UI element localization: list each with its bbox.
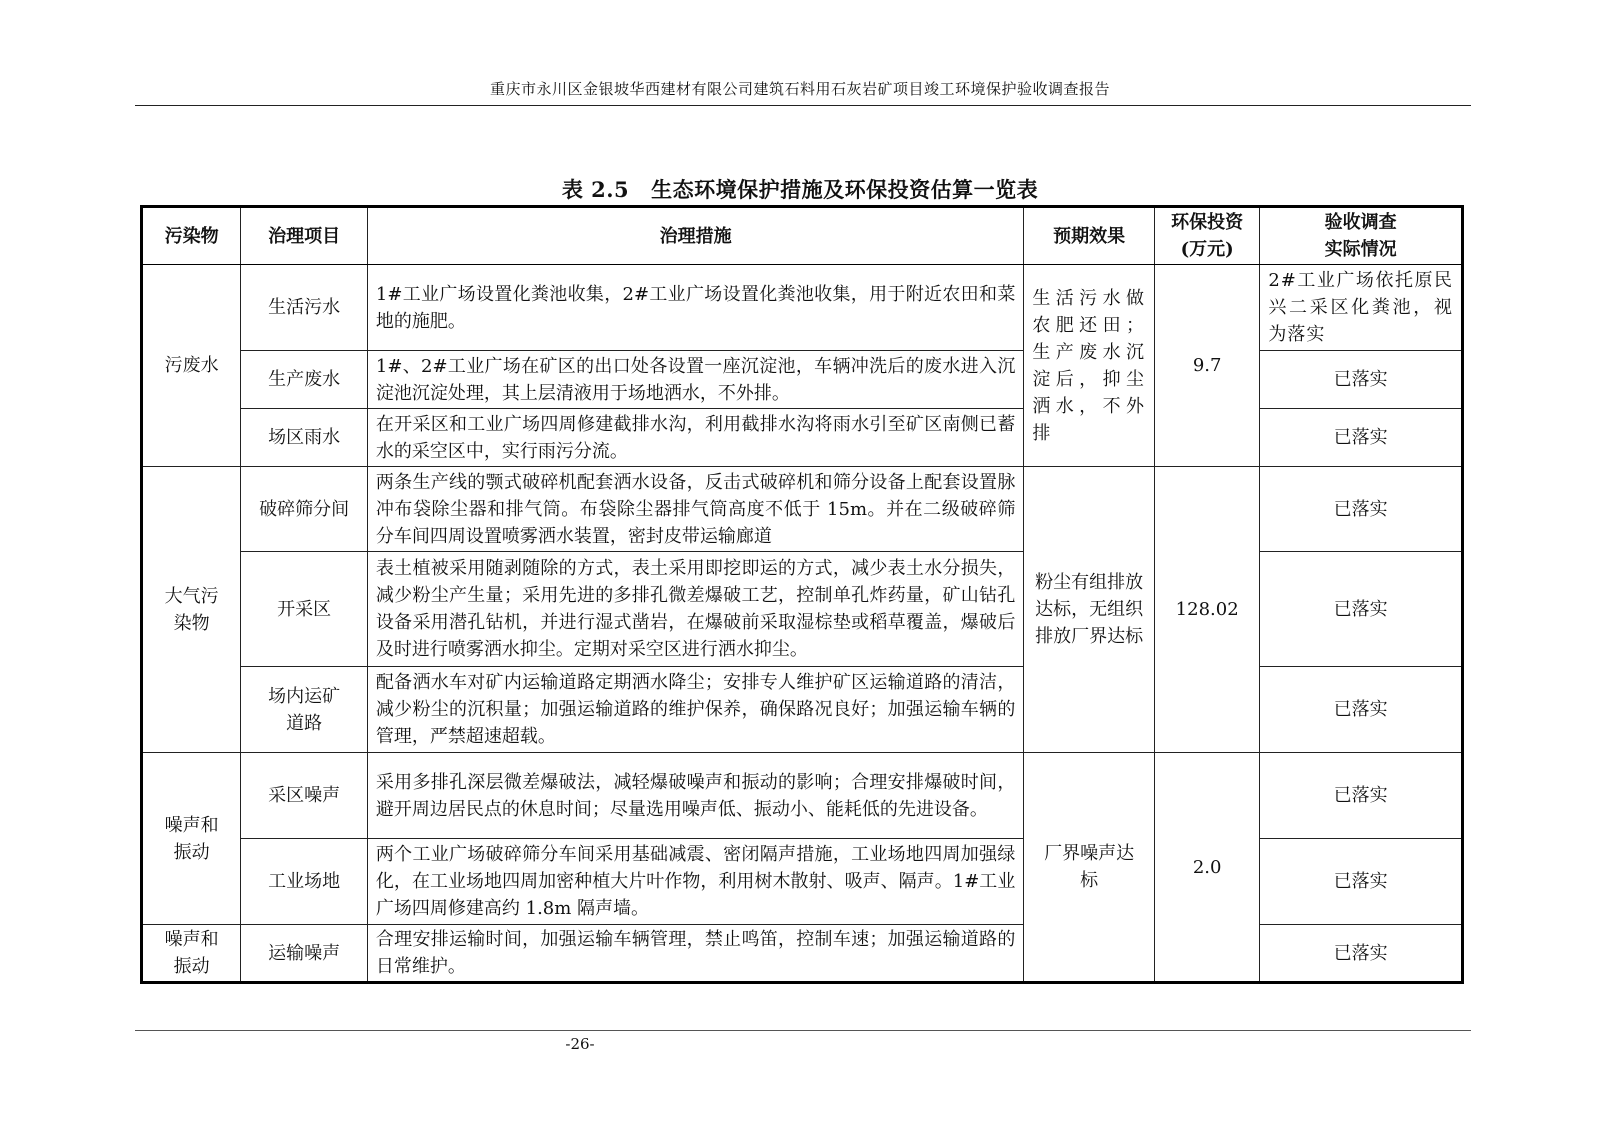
table-header-row bbox=[142, 207, 1463, 265]
status-cell: 已落实 bbox=[1260, 409, 1463, 467]
item-cell: 生产废水 bbox=[241, 351, 368, 409]
status-cell: 已落实 bbox=[1260, 351, 1463, 409]
measure-cell: 表土植被采用随剥随除的方式，表土采用即挖即运的方式，减少表土水分损失，减少粉尘产生量；采用先进的多排孔微差爆破工艺，控制单孔炸药量，矿山钻孔设备采用潜孔钻机，并进行湿式凿岩，在爆破前采取湿棕垫或稻草覆盖，爆破后及时进行喷雾洒水抑尘。定期对采空区进行洒水抑尘。 bbox=[367, 552, 1023, 667]
item-cell: 运输噪声 bbox=[241, 925, 368, 983]
table-caption bbox=[0, 174, 1600, 204]
pollutant-cell: 大气污染物 bbox=[142, 467, 241, 753]
table-row bbox=[142, 265, 1463, 351]
item-cell: 开采区 bbox=[241, 552, 368, 667]
header-investment bbox=[1155, 207, 1260, 265]
item-cell: 场区雨水 bbox=[241, 409, 368, 467]
header-status-line1: 验收调查 bbox=[1324, 212, 1397, 233]
item-cell: 生活污水 bbox=[241, 265, 368, 351]
pollutant-cell: 噪声和振动 bbox=[142, 753, 241, 925]
report-header-title: 重庆市永川区金银坡华西建材有限公司建筑石料用石灰岩矿项目竣工环境保护验收调查报告 bbox=[489, 80, 1110, 98]
table-title: 生态环境保护措施及环保投资估算一览表 bbox=[651, 177, 1039, 202]
item-cell: 场内运矿道路 bbox=[241, 667, 368, 753]
measure-cell: 两条生产线的颚式破碎机配套洒水设备，反击式破碎机和筛分设备上配套设置脉冲布袋除尘器和排气筒。布袋除尘器排气筒高度不低于 15m。并在二级破碎筛分车间四周设置喷雾洒水装置，密封皮带运输廊道 bbox=[367, 467, 1023, 552]
header-status-line2: 实际情况 bbox=[1324, 239, 1397, 260]
status-cell: 已落实 bbox=[1260, 839, 1463, 925]
status-cell: 2#工业广场依托原民兴二采区化粪池，视为落实 bbox=[1260, 265, 1463, 351]
header-status bbox=[1260, 207, 1463, 265]
header-rule bbox=[135, 105, 1471, 106]
item-cell: 工业场地 bbox=[241, 839, 368, 925]
footer-rule bbox=[135, 1030, 1471, 1031]
pollutant-cell: 噪声和振动 bbox=[142, 925, 241, 983]
item-cell: 采区噪声 bbox=[241, 753, 368, 839]
pollutant-cell: 污废水 bbox=[142, 265, 241, 467]
header-pollutant: 污染物 bbox=[142, 207, 241, 265]
header-measure: 治理措施 bbox=[367, 207, 1023, 265]
measure-cell: 1#、2#工业广场在矿区的出口处各设置一座沉淀池，车辆冲洗后的废水进入沉淀池沉淀处理，其上层清液用于场地洒水，不外排。 bbox=[367, 351, 1023, 409]
measure-cell: 配备洒水车对矿内运输道路定期洒水降尘；安排专人维护矿区运输道路的清洁，减少粉尘的沉积量；加强运输道路的维护保养，确保路况良好；加强运输车辆的管理，严禁超速超载。 bbox=[367, 667, 1023, 753]
effect-cell: 生活污水做农肥还田；生产废水沉淀后，抑尘洒水，不外排 bbox=[1024, 265, 1155, 467]
table-row bbox=[142, 351, 1463, 409]
table-row bbox=[142, 409, 1463, 467]
status-cell: 已落实 bbox=[1260, 667, 1463, 753]
header-item: 治理项目 bbox=[241, 207, 368, 265]
page-number: -26- bbox=[565, 1035, 595, 1053]
header-effect: 预期效果 bbox=[1024, 207, 1155, 265]
table-row bbox=[142, 925, 1463, 983]
header-investment-line1: 环保投资 bbox=[1171, 212, 1244, 233]
measure-cell: 合理安排运输时间，加强运输车辆管理，禁止鸣笛，控制车速；加强运输道路的日常维护。 bbox=[367, 925, 1023, 983]
table-row bbox=[142, 552, 1463, 667]
table-number: 表 2.5 bbox=[561, 177, 630, 202]
investment-cell: 128.02 bbox=[1155, 467, 1260, 753]
measure-cell: 1#工业广场设置化粪池收集，2#工业广场设置化粪池收集，用于附近农田和菜地的施肥。 bbox=[367, 265, 1023, 351]
table-row bbox=[142, 753, 1463, 839]
item-cell: 破碎筛分间 bbox=[241, 467, 368, 552]
investment-cell: 2.0 bbox=[1155, 753, 1260, 983]
status-cell: 已落实 bbox=[1260, 467, 1463, 552]
effect-cell: 粉尘有组排放达标，无组织排放厂界达标 bbox=[1024, 467, 1155, 753]
measure-cell: 两个工业广场破碎筛分车间采用基础减震、密闭隔声措施，工业场地四周加强绿化，在工业场地四周加密种植大片叶作物，利用树木散射、吸声、隔声。1#工业广场四周修建高约 1.8m 隔声墙。 bbox=[367, 839, 1023, 925]
measure-cell: 在开采区和工业广场四周修建截排水沟，利用截排水沟将雨水引至矿区南侧已蓄水的采空区中，实行雨污分流。 bbox=[367, 409, 1023, 467]
status-cell: 已落实 bbox=[1260, 753, 1463, 839]
status-cell: 已落实 bbox=[1260, 925, 1463, 983]
status-cell: 已落实 bbox=[1260, 552, 1463, 667]
investment-cell: 9.7 bbox=[1155, 265, 1260, 467]
measure-cell: 采用多排孔深层微差爆破法，减轻爆破噪声和振动的影响；合理安排爆破时间，避开周边居民点的休息时间；尽量选用噪声低、振动小、能耗低的先进设备。 bbox=[367, 753, 1023, 839]
effect-cell: 厂界噪声达标 bbox=[1024, 753, 1155, 983]
table-row bbox=[142, 667, 1463, 753]
header-investment-line2: (万元) bbox=[1180, 239, 1234, 260]
table-row bbox=[142, 467, 1463, 552]
table-row bbox=[142, 839, 1463, 925]
measures-table bbox=[140, 205, 1464, 984]
